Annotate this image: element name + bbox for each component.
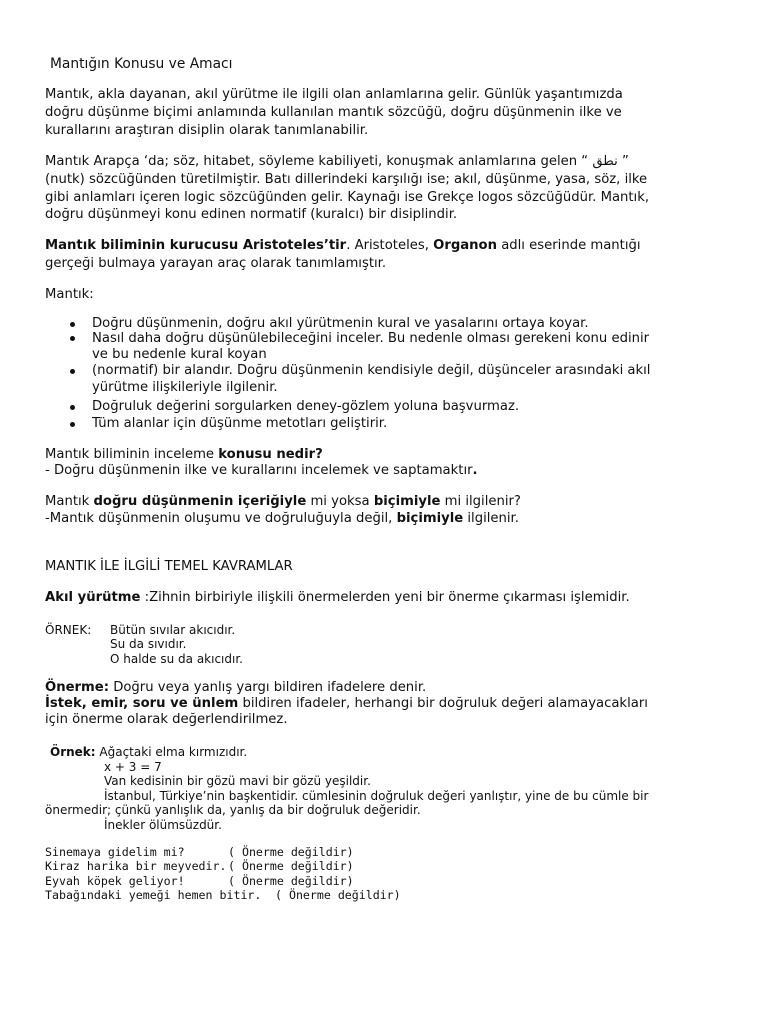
organon-bold: Organon (433, 238, 497, 253)
text-run: mi yoksa (306, 494, 374, 509)
bullet-dot (70, 369, 75, 374)
page-title: Mantığın Konusu ve Amacı (50, 56, 233, 72)
bullet-dot (70, 405, 75, 410)
example-line: Ağaçtaki elma kırmızıdır. (95, 745, 248, 759)
list-item: (normatif) bir alandır. Doğru düşünmenin kendisiyle değil, düşünceler arasındaki akıl (92, 363, 651, 378)
text-run: mi ilgilenir? (440, 494, 521, 509)
example-line: İstanbul, Türkiye’nin başkentidir. cümlesinin doğruluk değeri yanlıştır, yine de bu cümle bir (104, 789, 649, 803)
status-note: ( Önerme değildir) (275, 888, 401, 902)
list-item: Sinemaya gidelim mi? (45, 845, 185, 859)
paragraph-2-line: Mantık Arapça ‘da; söz, hitabet, söyleme kabiliyeti, konuşmak anlamlarına gelen “ نطق ” (45, 154, 629, 169)
example-label: ÖRNEK: (45, 623, 92, 637)
status-note: ( Önerme değildir) (228, 874, 354, 888)
example-line: Van kedisinin bir gözü mavi bir gözü yeşildir. (104, 774, 371, 788)
text-run: Mantık biliminin inceleme (45, 447, 219, 462)
list-item: Nasıl daha doğru düşünülebileceğini inceler. Bu nedenle olması gerekeni konu edinir (92, 331, 650, 346)
example-label: Örnek: (50, 745, 96, 759)
example-line-wrap: önermedir; çünkü yanlışlık da, yanlış da bir doğruluk değeridir. (45, 803, 421, 817)
definition-proposition (45, 680, 426, 696)
example-line: O halde su da akıcıdır. (110, 652, 243, 666)
paragraph-1-line: doğru düşünme biçimi anlamında kullanılan mantık sözcüğü, doğru düşünmenin ilke ve (45, 105, 622, 120)
text-run: :Zihnin birbiriyle ilişkili önermelerden yeni bir önerme çıkarması işlemidir. (140, 590, 630, 605)
founder-bold: Mantık biliminin kurucusu Aristoteles’tir (45, 238, 347, 253)
paragraph-2-line: gibi anlamları içeren logic sözcüğünden gelir. Kaynağı ise Grekçe logos sözcüğüdür. Mantık, (45, 190, 650, 205)
example-line: Bütün sıvılar akıcıdır. (110, 623, 236, 637)
text-run: ilgilenir. (463, 511, 519, 526)
text-run: Doğru veya yanlış yargı bildiren ifadelere denir. (109, 680, 427, 695)
example-line: x + 3 = 7 (104, 760, 162, 774)
answer-bold: biçimiyle (396, 511, 464, 526)
list-item-continuation: yürütme ilişkileriyle ilgilenir. (92, 380, 278, 395)
example-line: Su da sıvıdır. (110, 637, 187, 651)
text-run: Mantık (45, 494, 94, 509)
status-note: ( Önerme değildir) (228, 859, 354, 873)
paragraph-1-line: kurallarını araştıran disiplin olarak tanımlanabilir. (45, 123, 369, 138)
text-run: -Mantık düşünmenin oluşumu ve doğruluğuyla değil, (45, 511, 397, 526)
list-item: Doğruluk değerini sorgularken deney-gözlem yoluna başvurmaz. (92, 399, 520, 414)
example-line: İnekler ölümsüzdür. (104, 818, 222, 832)
answer-1 (45, 463, 478, 479)
term-bold: Akıl yürütme (45, 590, 141, 605)
list-item: Tabağındaki yemeği hemen bitir. (45, 888, 262, 902)
bullet-dot (70, 322, 75, 327)
mantik-label: Mantık: (45, 287, 94, 302)
definition-reasoning (45, 590, 630, 606)
text-run: - Doğru düşünmenin ilke ve kurallarını incelemek ve saptamaktır (45, 463, 473, 478)
list-item: Kiraz harika bir meyvedir. (45, 859, 227, 873)
bullet-dot (70, 336, 75, 341)
paragraph-2-line: (nutk) sözcüğünden türetilmiştir. Batı dillerindeki karşılığı ise; akıl, düşünme, yasa, söz, ilke (45, 172, 648, 187)
term-bold: Önerme: (45, 680, 110, 695)
paragraph-2-line: doğru düşünmeyi konu edinen normatif (kuralcı) bir disiplindir. (45, 207, 458, 222)
text-run: . Aristoteles, (346, 238, 434, 253)
text-run: bildiren ifadeler, herhangi bir doğruluk değeri alamayacakları (238, 696, 648, 711)
section-heading: MANTIK İLE İLGİLİ TEMEL KAVRAMLAR (45, 559, 293, 574)
answer-2 (45, 511, 519, 527)
note-continuation: için önerme olarak değerlendirilmez. (45, 712, 288, 727)
list-item-continuation: ve bu nedenle kural koyan (92, 347, 267, 362)
bullet-dot (70, 422, 75, 427)
question-bold: biçimiyle (373, 494, 441, 509)
list-item: Tüm alanlar için düşünme metotları geliştirir. (92, 416, 388, 431)
note-non-proposition (45, 696, 648, 712)
term-bold: İstek, emir, soru ve ünlem (45, 696, 239, 711)
question-bold: konusu nedir? (218, 447, 323, 462)
list-item: Doğru düşünmenin, doğru akıl yürütmenin kural ve yasalarını ortaya koyar. (92, 316, 589, 331)
question-1 (45, 447, 323, 463)
question-bold: doğru düşünmenin içeriğiyle (93, 494, 307, 509)
paragraph-1-line: Mantık, akla dayanan, akıl yürütme ile ilgili olan anlamlarına gelir. Günlük yaşantımızda (45, 87, 623, 102)
status-note: ( Önerme değildir) (228, 845, 354, 859)
answer-bold: . (472, 463, 478, 478)
list-item: Eyvah köpek geliyor! (45, 874, 185, 888)
question-2 (45, 494, 521, 510)
example-2-first-line (50, 745, 247, 759)
paragraph-3-line (45, 238, 641, 254)
paragraph-3-line: gerçeği bulmaya yarayan araç olarak tanımlamıştır. (45, 256, 387, 271)
text-run: adlı eserinde mantığı (497, 238, 641, 253)
